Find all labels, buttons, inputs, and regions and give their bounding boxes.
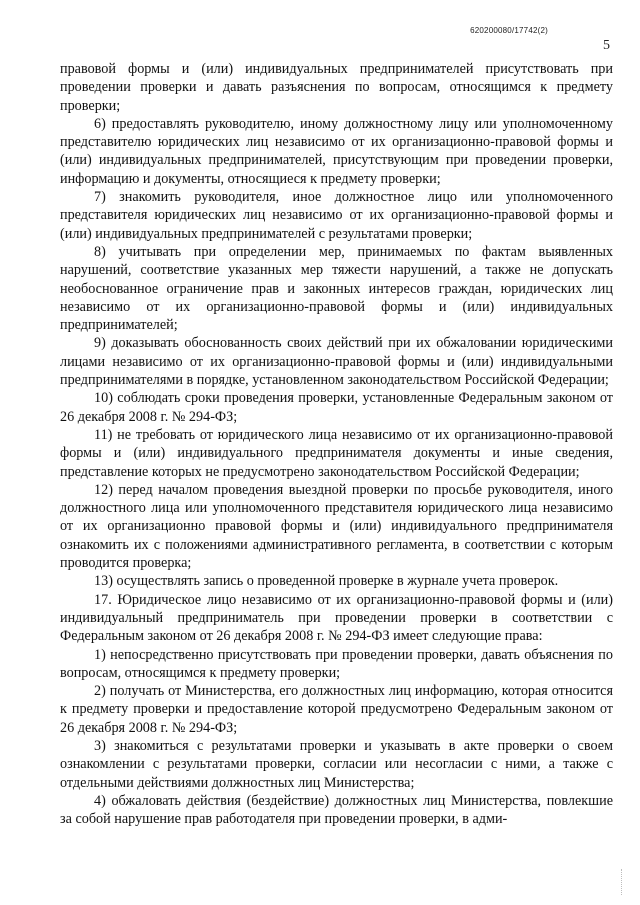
document-code: 620200080/17742(2) <box>470 26 548 35</box>
document-body <box>60 60 613 828</box>
paragraph-right-3: 3) знакомиться с результатами проверки и указывать в акте проверки о своем ознакомлении с результатами проверки, согласии или несогласии с ними, а также с отдельными действиями должностных лиц Министерства; <box>60 737 613 791</box>
page-number: 5 <box>603 38 610 53</box>
paragraph-item-13: 13) осуществлять запись о проведенной проверке в журнале учета проверок. <box>94 573 559 590</box>
paragraph-right-4: 4) обжаловать действия (бездействие) должностных лиц Министерства, повлекшие за собой нарушение прав работодателя при проведении проверки, в адми- <box>60 792 613 828</box>
paragraph-item-11: 11) не требовать от юридического лица независимо от их организационно-правовой формы и (или) индивидуального предпринимателя документы и иные сведения, представление которых не предусмотрено законодательством Российской Федерации; <box>60 426 613 480</box>
paragraph-continuation: правовой формы и (или) индивидуальных предпринимателей присутствовать при проведении проверки и давать разъяснения по вопросам, относящимся к предмету проверки; <box>60 61 613 114</box>
paragraph-item-10: 10) соблюдать сроки проведения проверки, установленные Федеральным законом от 26 декабря 2008 г. № 294-ФЗ; <box>60 390 613 425</box>
scan-artifact <box>621 869 632 895</box>
paragraph-section-17: 17. Юридическое лицо независимо от их организационно-правовой формы и (или) индивидуальный предприниматель при проведении проверки в соответствии с Федеральным законом от 26 декабря 2008 г. № 294-ФЗ имеет следующие права: <box>60 591 613 645</box>
paragraph-right-1: 1) непосредственно присутствовать при проведении проверки, давать объяснения по вопросам, относящимся к предмету проверки; <box>60 646 613 681</box>
paragraph-item-7: 7) знакомить руководителя, иное должностное лицо или уполномоченного представителя юридических лиц независимо от их организационно-правовой формы и (или) индивидуальных предпринимателей с результатами проверки; <box>60 189 613 242</box>
paragraph-right-2: 2) получать от Министерства, его должностных лиц информацию, которая относится к предмету проверки и предоставление которой предусмотрено Федеральным законом от 26 декабря 2008 г. № 294-ФЗ; <box>60 683 613 736</box>
paragraph-item-9: 9) доказывать обоснованность своих действий при их обжаловании юридическими лицами независимо от их организационно-правовой формы и (или) индивидуальными предпринимателями в порядке, установленном законодательством Российской Федерации; <box>60 335 613 389</box>
paragraph-item-12: 12) перед началом проведения выездной проверки по просьбе руководителя, иного должностного лица или уполномоченного представителя юридического лица независимо от их организационно правовой формы и (или) индивидуального предпринимателя ознакомить их с положениями административного регламента, в соответствии с которым проводится проверка; <box>60 481 613 572</box>
paragraph-item-8: 8) учитывать при определении мер, принимаемых по фактам выявленных нарушений, соответствие указанных мер тяжести нарушений, а также не допускать необоснованное ограничение прав и законных интересов граждан, юридических лиц независимо от их организационно-правовой формы и (или) индивидуальных предпринимателей; <box>60 243 613 334</box>
paragraph-item-6: 6) предоставлять руководителю, иному должностному лицу или уполномоченному представителю юридических лиц независимо от их организационно-правовой формы и (или) индивидуальных предпринимателей, присутствующим при проведении проверки, информацию и документы, относящиеся к предмету проверки; <box>60 115 613 187</box>
